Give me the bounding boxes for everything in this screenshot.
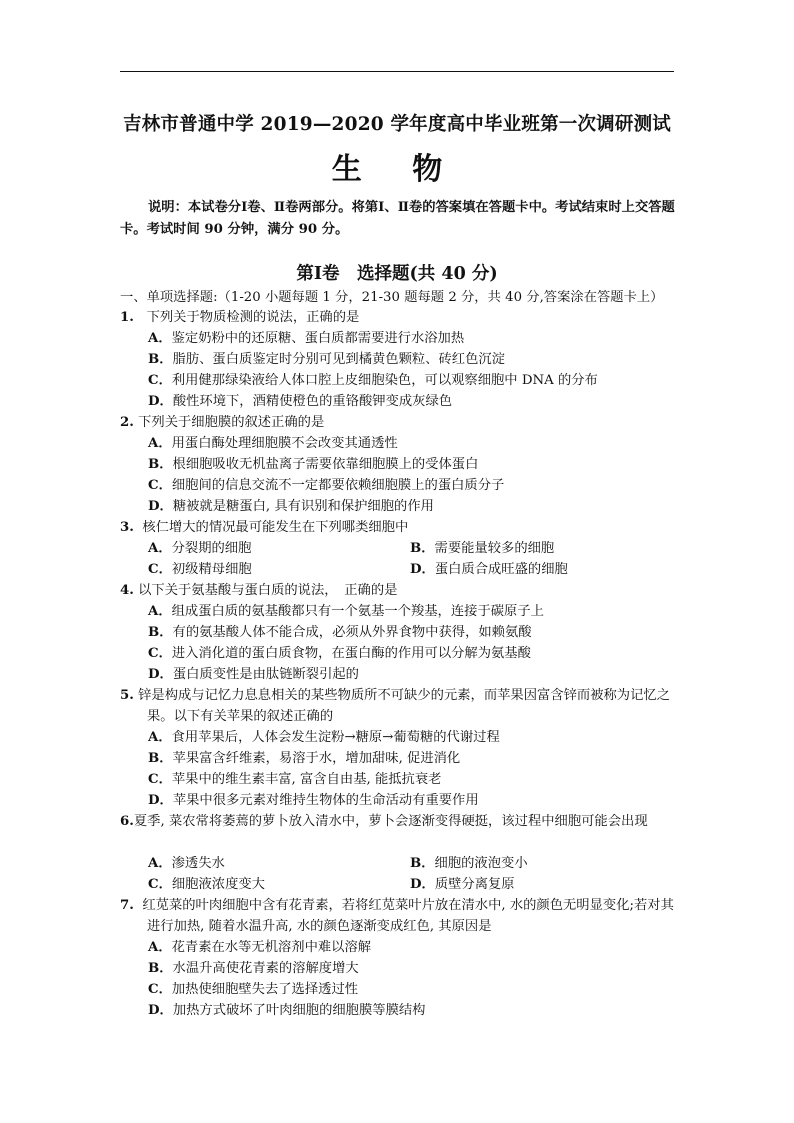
section-instruction: 一、单项选择题:（1-20 小题每题 1 分，21-30 题每题 2 分，共 40 分,答案涂在答题卡上） — [120, 290, 664, 305]
option-6c: C．细胞液浓度变大 — [148, 877, 265, 892]
option-2d: D．糖被就是糖蛋白, 具有识别和保护细胞的作用 — [148, 499, 434, 514]
option-6b: B．细胞的液泡变小 — [410, 856, 528, 871]
option-1d: D．酸性环境下，酒精使橙色的重铬酸钾变成灰绿色 — [148, 394, 453, 409]
option-1c: C．利用健那绿染液给人体口腔上皮细胞染色，可以观察细胞中 DNA 的分布 — [148, 373, 598, 388]
question-stem: 下列关于物质检测的说法，正确的是 — [146, 310, 360, 325]
question-stem: 下列关于细胞膜的叙述正确的是 — [138, 415, 325, 430]
question-1 — [120, 308, 680, 329]
option-4a: A．组成蛋白质的氨基酸都只有一个氨基一个羧基，连接于碳原子上 — [148, 604, 544, 619]
question-stem: 锌是构成与记忆力息息相关的某些物质所不可缺少的元素，而苹果因富含锌而被称为记忆之果。以下有关苹果的叙述正确的 — [138, 688, 670, 724]
option-3d: D．蛋白质合成旺盛的细胞 — [410, 562, 568, 577]
question-number: 1. — [120, 310, 134, 325]
option-1a: A．鉴定奶粉中的还原糖、蛋白质都需要进行水浴加热 — [148, 331, 465, 346]
option-7a: A．花青素在水等无机溶剂中难以溶解 — [148, 940, 372, 955]
option-1b: B．脂肪、蛋白质鉴定时分别可见到橘黄色颗粒、砖红色沉淀 — [148, 352, 505, 367]
question-number: 5. — [120, 688, 134, 703]
exam-title: 吉林市普通中学 2019—2020 学年度高中毕业班第一次调研测试 — [123, 114, 671, 135]
exam-note-text: 说明：本试卷分Ⅰ卷、Ⅱ卷两部分。将第Ⅰ、Ⅱ卷的答案填在答题卡中。考试结束时上交答题卡。考试时间 90 分钟，满分 90 分。 — [120, 200, 675, 237]
question-7 — [120, 896, 680, 938]
option-4b: B．有的氨基酸人体不能合成，必须从外界食物中获得，如赖氨酸 — [148, 625, 532, 640]
question-stem: 夏季, 菜农常将萎蔫的萝卜放入清水中，萝卜会逐渐变得硬挺，该过程中细胞可能会出现 — [133, 814, 648, 829]
question-number: 2. — [120, 415, 134, 430]
question-number: 4. — [120, 583, 134, 598]
option-7d: D．加热方式破坏了叶肉细胞的细胞膜等膜结构 — [148, 1003, 426, 1018]
option-5d: D．苹果中很多元素对维持生物体的生命活动有重要作用 — [148, 793, 479, 808]
question-5 — [120, 686, 680, 728]
option-2c: C．细胞间的信息交流不一定都要依赖细胞膜上的蛋白质分子 — [148, 478, 505, 493]
question-stem: 以下关于氨基酸与蛋白质的说法， 正确的是 — [138, 583, 398, 598]
option-3c: C．初级精母细胞 — [148, 562, 252, 577]
exam-subject: 生 物 — [331, 152, 463, 187]
option-3a: A．分裂期的细胞 — [148, 541, 252, 556]
option-2a: A．用蛋白酶处理细胞膜不会改变其通透性 — [148, 436, 398, 451]
option-5c: C．苹果中的维生素丰富, 富含自由基, 能抵抗衰老 — [148, 772, 442, 787]
option-3b: B．需要能量较多的细胞 — [410, 541, 555, 556]
question-stem: 红苋菜的叶肉细胞中含有花青素，若将红苋菜叶片放在清水中, 水的颜色无明显变化;若对其进行加热, 随着水温升高, 水的颜色逐渐变成红色, 其原因是 — [142, 898, 674, 934]
option-7c: C．加热使细胞壁失去了选择透过性 — [148, 982, 359, 997]
header-rule — [120, 71, 674, 72]
question-number: 6. — [120, 814, 134, 829]
option-6d: D．质壁分离复原 — [410, 877, 515, 892]
option-4c: C．进入消化道的蛋白质食物，在蛋白酶的作用可以分解为氨基酸 — [148, 646, 531, 661]
option-2b: B．根细胞吸收无机盐离子需要依靠细胞膜上的受体蛋白 — [148, 457, 479, 472]
question-2 — [120, 413, 680, 434]
question-3 — [120, 518, 680, 539]
section-title: 第Ⅰ卷 选择题(共 40 分) — [296, 264, 498, 284]
question-stem: 核仁增大的情况最可能发生在下列哪类细胞中 — [142, 520, 409, 535]
option-6a: A．渗透失水 — [148, 856, 225, 871]
option-5b: B．苹果富含纤维素，易溶于水，增加甜味, 促进消化 — [148, 751, 461, 766]
option-7b: B．水温升高使花青素的溶解度增大 — [148, 961, 359, 976]
option-5a: A．食用苹果后，人体会发生淀粉→糖原→葡萄糖的代谢过程 — [148, 730, 500, 745]
question-6 — [120, 812, 680, 833]
option-4d: D．蛋白质变性是由肽链断裂引起的 — [148, 667, 359, 682]
question-number: 3. — [120, 520, 134, 535]
question-4 — [120, 581, 680, 602]
question-number: 7. — [120, 898, 134, 913]
exam-instructions — [120, 197, 678, 241]
